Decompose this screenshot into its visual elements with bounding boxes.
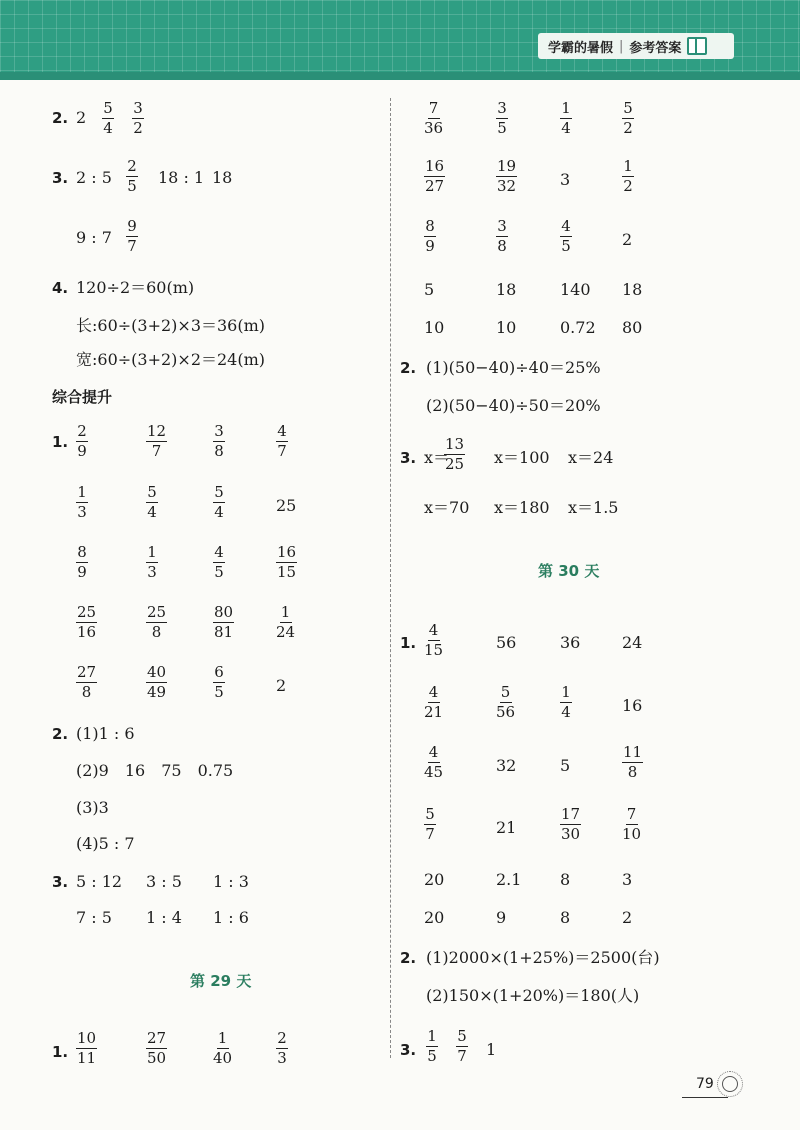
denominator: 49 [147,683,167,701]
fraction [622,806,641,843]
fraction [622,100,634,137]
denominator: 2 [133,119,143,137]
fraction [424,744,443,781]
fraction [444,436,465,473]
answer-text: 140 [560,280,591,299]
fraction [213,1030,232,1067]
numerator: 7 [428,99,439,117]
answer-text: 3 [560,170,571,189]
section-title: 参考答案 [629,40,682,56]
denominator: 7 [127,237,137,255]
column-divider [390,98,391,1058]
denominator: 45 [424,763,444,781]
denominator: 24 [276,623,296,641]
fraction [213,664,225,701]
fraction [622,744,643,781]
day-30-heading: 第 30 天 [538,562,600,580]
fraction [456,1028,468,1065]
fraction [560,100,572,137]
denominator: 11 [77,1049,97,1067]
answer-text: 10 [424,318,445,337]
fraction [276,604,295,641]
answer-text: 2 : 5 [76,168,112,187]
answer-text: 宽:60÷(3+2)×2＝24(m) [76,350,266,369]
answer-text: 32 [496,756,517,775]
answer-text: 9 [496,908,507,927]
numerator: 1 [147,543,157,561]
fraction [76,423,88,460]
answer-text: 1 : 3 [213,872,249,891]
answer-text: x＝180 [494,498,550,517]
answer-text: 36 [560,633,581,652]
fraction [146,423,167,460]
sun-icon [722,1076,738,1092]
fraction [424,100,443,137]
denominator: 8 [151,623,162,641]
answer-text: x＝ [424,448,450,467]
numerator: 17 [561,805,581,823]
badge-separator: | [619,38,624,54]
numerator: 4 [277,422,287,440]
answer-text: (2)9 16 75 0.75 [76,761,234,780]
fraction [126,218,138,255]
answer-text: 120÷2＝60(m) [76,278,195,297]
fraction [146,1030,167,1067]
answer-text: 56 [496,633,517,652]
fraction [424,684,443,721]
answer-text: 2 [76,108,87,127]
answer-text: 24 [622,633,643,652]
numerator: 5 [457,1027,467,1045]
answer-text: 8 [560,870,571,889]
numerator: 27 [147,1029,167,1047]
denominator: 7 [151,442,162,460]
numerator: 12 [147,422,167,440]
answer-text: 18 [212,168,233,187]
question-number: 2. [400,949,417,967]
numerator: 5 [147,483,157,501]
section-title-comprehensive: 综合提升 [52,388,113,406]
numerator: 2 [277,1029,287,1047]
fraction [126,158,138,195]
denominator: 40 [213,1049,233,1067]
header-strip [0,72,800,80]
denominator: 4 [103,119,113,137]
numerator: 13 [445,435,465,453]
answer-text: 7 : 5 [76,908,112,927]
denominator: 8 [214,442,224,460]
answer-text: (1)2000×(1+25%)＝2500(台) [426,948,660,967]
fraction [132,100,144,137]
numerator: 1 [561,99,571,117]
answer-text: 18 [622,280,643,299]
denominator: 4 [214,503,224,521]
fraction [213,604,234,641]
numerator: 10 [77,1029,97,1047]
fraction [146,604,167,641]
answer-text: (2)150×(1+20%)＝180(人) [426,986,640,1005]
answer-text: x＝70 [424,498,470,517]
answer-text: 1 [486,1040,497,1059]
numerator: 5 [214,483,224,501]
denominator: 15 [424,641,444,659]
answer-text: x＝100 [494,448,550,467]
numerator: 19 [497,157,517,175]
numerator: 7 [626,805,637,823]
denominator: 5 [561,237,571,255]
fraction [496,218,508,255]
numerator: 2 [77,422,87,440]
denominator: 9 [77,563,87,581]
fraction [102,100,114,137]
fraction [496,100,508,137]
numerator: 9 [127,217,137,235]
fraction [213,423,225,460]
fraction [76,484,88,521]
numerator: 3 [497,99,507,117]
fraction [76,664,97,701]
numerator: 40 [147,663,167,681]
answer-text: x＝24 [568,448,614,467]
fraction [560,218,572,255]
denominator: 7 [457,1047,467,1065]
answer-text: (2)(50−40)÷50＝20% [426,396,601,415]
numerator: 4 [428,683,439,701]
question-number: 3. [52,169,69,187]
denominator: 8 [81,683,92,701]
answer-text: 长:60÷(3+2)×3＝36(m) [76,316,266,335]
fraction [213,484,225,521]
answer-text: 1 : 6 [213,908,249,927]
denominator: 9 [425,237,435,255]
question-number: 2. [400,359,417,377]
question-number: 1. [52,1043,69,1061]
question-number: 2. [52,109,69,127]
numerator: 16 [425,157,445,175]
day-29-heading: 第 29 天 [190,972,252,990]
denominator: 32 [497,177,517,195]
numerator: 5 [623,99,633,117]
denominator: 9 [77,442,87,460]
denominator: 8 [627,763,638,781]
denominator: 3 [277,1049,287,1067]
answer-text: 20 [424,870,445,889]
denominator: 4 [147,503,157,521]
fraction [424,218,436,255]
answer-text: (4)5 : 7 [76,834,135,853]
denominator: 10 [622,825,642,843]
numerator: 2 [127,157,137,175]
denominator: 5 [214,683,224,701]
denominator: 27 [425,177,445,195]
denominator: 81 [214,623,234,641]
answer-text: 21 [496,818,517,837]
denominator: 5 [127,177,137,195]
fraction [276,1030,288,1067]
page-number-underline [682,1097,728,1098]
question-number: 3. [400,449,417,467]
fraction [424,158,445,195]
denominator: 56 [496,703,516,721]
answer-text: 3 [622,870,633,889]
answer-text: 8 [560,908,571,927]
numerator: 5 [103,99,113,117]
question-number: 2. [52,725,69,743]
fraction [76,544,88,581]
answer-text: x＝1.5 [568,498,619,517]
fraction [213,544,225,581]
numerator: 4 [428,743,439,761]
denominator: 2 [623,119,633,137]
denominator: 7 [425,825,435,843]
answer-text: 5 [560,756,571,775]
numerator: 8 [425,217,435,235]
question-number: 4. [52,279,69,297]
answer-text: 1 : 4 [146,908,182,927]
denominator: 4 [561,703,571,721]
numerator: 1 [280,603,291,621]
denominator: 4 [561,119,571,137]
numerator: 3 [133,99,143,117]
numerator: 3 [214,422,224,440]
question-number: 3. [52,873,69,891]
numerator: 4 [428,621,439,639]
fraction [496,158,517,195]
brand-title: 学霸的暑假 [548,40,614,56]
answer-text: 5 [424,280,435,299]
numerator: 16 [277,543,297,561]
fraction [276,544,297,581]
fraction [146,484,158,521]
fraction [560,806,581,843]
numerator: 1 [217,1029,228,1047]
fraction [146,544,158,581]
fraction [146,664,167,701]
answer-text: 18 [496,280,517,299]
answer-text: 80 [622,318,643,337]
book-icon [687,37,707,55]
denominator: 3 [77,503,87,521]
numerator: 25 [147,603,167,621]
numerator: 5 [425,805,435,823]
denominator: 16 [77,623,97,641]
fraction [76,1030,97,1067]
fraction [426,1028,438,1065]
header-badge [538,33,734,59]
numerator: 5 [500,683,511,701]
denominator: 5 [214,563,224,581]
fraction [424,622,443,659]
answer-text: 5 : 12 [76,872,123,891]
denominator: 7 [277,442,287,460]
denominator: 5 [427,1047,437,1065]
fraction [424,806,436,843]
denominator: 5 [497,119,507,137]
question-number: 3. [400,1041,417,1059]
answer-text: (1)1 : 6 [76,724,135,743]
denominator: 3 [147,563,157,581]
denominator: 15 [277,563,297,581]
page-number: 79 [696,1076,714,1092]
numerator: 4 [561,217,571,235]
numerator: 27 [77,663,97,681]
fraction [560,684,572,721]
numerator: 80 [214,603,234,621]
denominator: 2 [623,177,633,195]
answer-text: 3 : 5 [146,872,182,891]
answer-text: 9 : 7 [76,228,112,247]
numerator: 1 [427,1027,437,1045]
fraction [276,423,288,460]
numerator: 1 [77,483,87,501]
answer-text: 18 : 1 [158,168,205,187]
denominator: 8 [497,237,507,255]
answer-text: 10 [496,318,517,337]
answer-text: 0.72 [560,318,596,337]
denominator: 36 [424,119,444,137]
numerator: 1 [561,683,571,701]
denominator: 21 [424,703,444,721]
numerator: 4 [214,543,224,561]
denominator: 30 [561,825,581,843]
answer-text: 16 [622,696,643,715]
numerator: 1 [623,157,633,175]
answer-text: (3)3 [76,798,109,817]
numerator: 11 [623,743,643,761]
answer-text: 25 [276,496,297,515]
numerator: 6 [214,663,224,681]
answer-text: 2.1 [496,870,522,889]
answer-text: 2 [622,230,633,249]
question-number: 1. [400,634,417,652]
numerator: 8 [77,543,87,561]
question-number: 1. [52,433,69,451]
fraction [496,684,515,721]
denominator: 50 [147,1049,167,1067]
answer-text: 2 [276,676,287,695]
answer-text: 2 [622,908,633,927]
answer-text: (1)(50−40)÷40＝25% [426,358,601,377]
numerator: 3 [497,217,507,235]
fraction [76,604,97,641]
answer-text: 20 [424,908,445,927]
fraction [622,158,634,195]
numerator: 25 [77,603,97,621]
denominator: 25 [445,455,465,473]
